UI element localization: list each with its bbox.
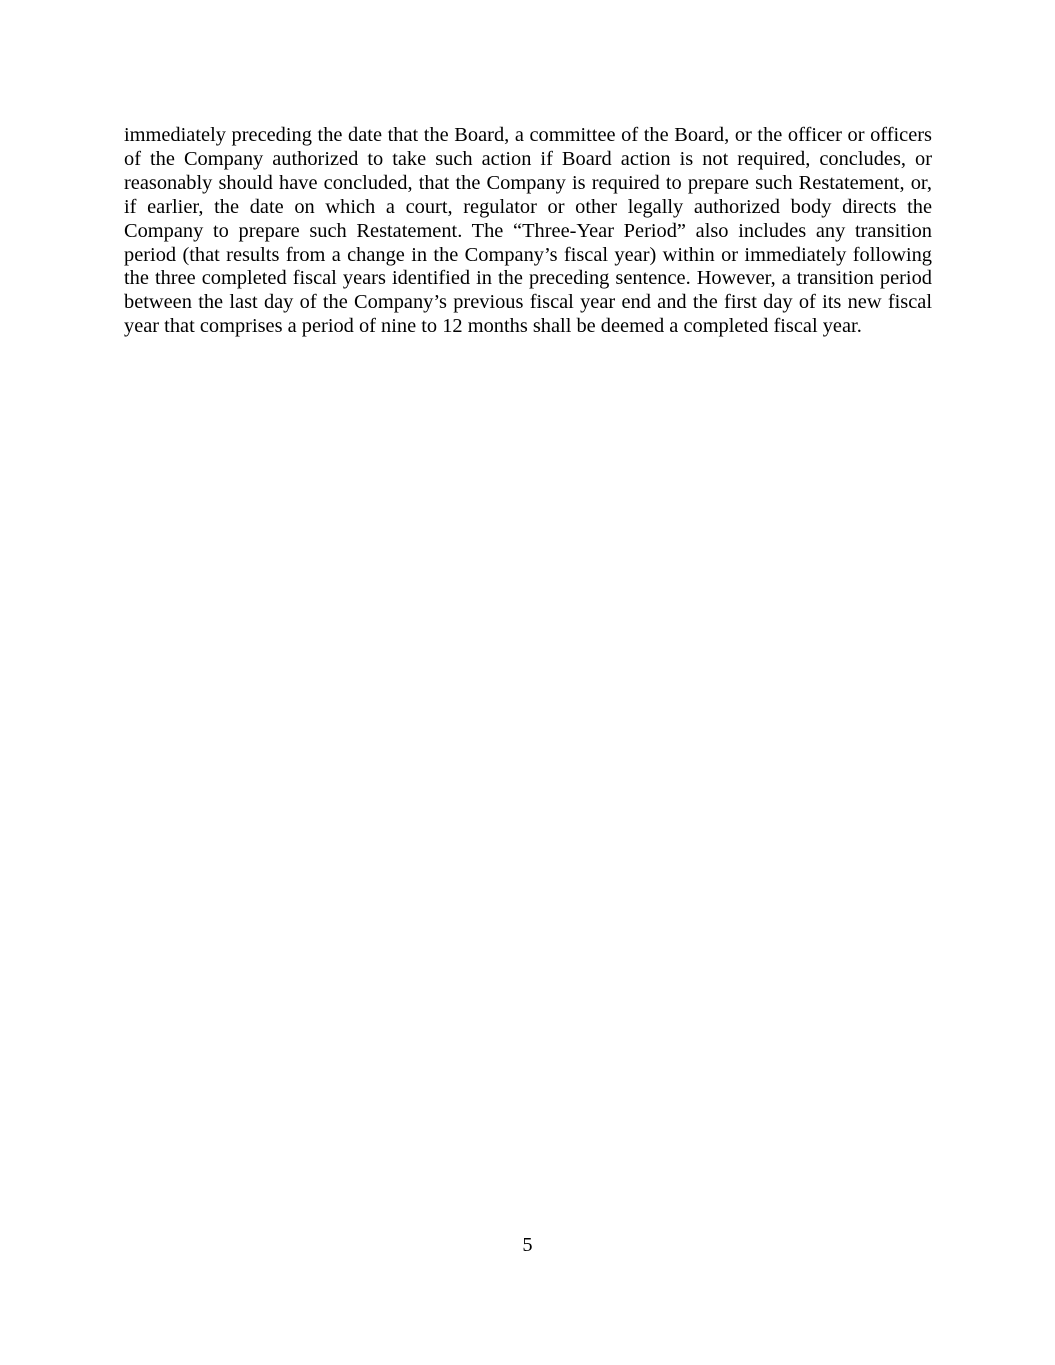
page-number: 5: [522, 1234, 533, 1256]
body-paragraph: immediately preceding the date that the Board, a committee of the Board, or the officer or officers of the Company authorized to take such action if Board action is not required, concludes, or reasonably should have concluded, that the Company is required to prepare such Restatement, or, if earlier, the date on which a court, regulator or other legally authorized body directs the Company to prepare such Restatement. The “Three-Year Period” also includes any transition period (that results from a change in the Company’s fiscal year) within or immediately following the three completed fiscal years identified in the preceding sentence. However, a transition period between the last day of the Company’s previous fiscal year end and the first day of its new fiscal year that comprises a period of nine to 12 months shall be deemed a completed fiscal year.: [124, 124, 932, 338]
